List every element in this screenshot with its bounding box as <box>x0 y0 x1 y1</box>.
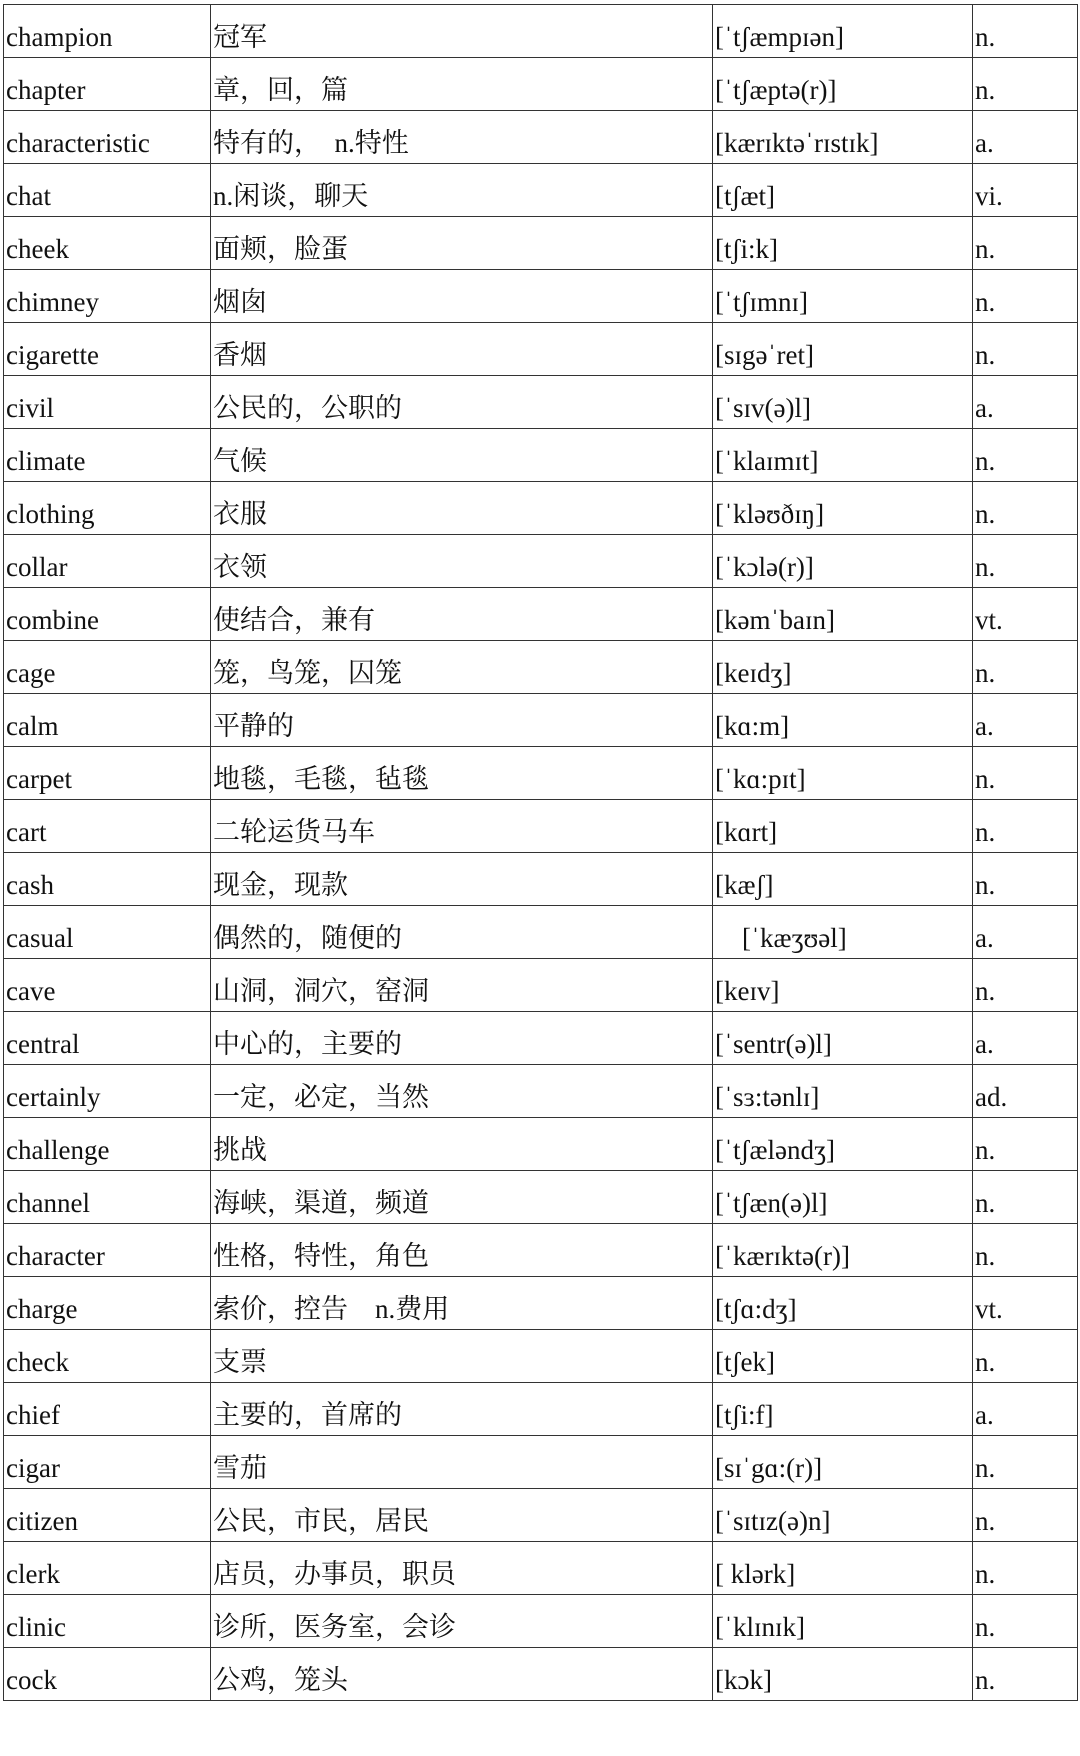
meaning-cell: 使结合，兼有 <box>211 588 713 641</box>
part-of-speech-cell: n. <box>973 1542 1078 1595</box>
phonetic-cell: [tʃæt] <box>713 164 973 217</box>
table-row <box>4 1489 1078 1542</box>
table-row <box>4 1648 1078 1701</box>
table-row <box>4 270 1078 323</box>
word-cell: cheek <box>4 217 211 270</box>
phonetic-cell: [ˈkləʊðɪŋ] <box>713 482 973 535</box>
table-row <box>4 959 1078 1012</box>
meaning-cell: 烟囱 <box>211 270 713 323</box>
vocabulary-table-body <box>4 5 1078 1701</box>
word-cell: champion <box>4 5 211 58</box>
phonetic-cell: [tʃi:f] <box>713 1383 973 1436</box>
meaning-cell: 地毯，毛毯，毡毯 <box>211 747 713 800</box>
word-cell: central <box>4 1012 211 1065</box>
part-of-speech-cell: vt. <box>973 588 1078 641</box>
word-cell: cock <box>4 1648 211 1701</box>
word-cell: characteristic <box>4 111 211 164</box>
table-row <box>4 111 1078 164</box>
word-cell: chapter <box>4 58 211 111</box>
table-row <box>4 1595 1078 1648</box>
part-of-speech-cell: n. <box>973 1330 1078 1383</box>
table-row <box>4 747 1078 800</box>
phonetic-cell: [ˈkɔlə(r)] <box>713 535 973 588</box>
meaning-cell: 现金，现款 <box>211 853 713 906</box>
word-cell: certainly <box>4 1065 211 1118</box>
phonetic-cell: [tʃek] <box>713 1330 973 1383</box>
table-row <box>4 641 1078 694</box>
meaning-cell: 气候 <box>211 429 713 482</box>
meaning-cell: 主要的，首席的 <box>211 1383 713 1436</box>
table-row <box>4 800 1078 853</box>
table-row <box>4 429 1078 482</box>
table-row <box>4 906 1078 959</box>
phonetic-cell: [sɪˈgɑ:(r)] <box>713 1436 973 1489</box>
word-cell: citizen <box>4 1489 211 1542</box>
part-of-speech-cell: a. <box>973 694 1078 747</box>
table-row <box>4 853 1078 906</box>
meaning-cell: 衣服 <box>211 482 713 535</box>
table-row <box>4 1012 1078 1065</box>
table-row <box>4 482 1078 535</box>
meaning-cell: 挑战 <box>211 1118 713 1171</box>
phonetic-cell: [ˈsɪv(ə)l] <box>713 376 973 429</box>
table-row <box>4 1118 1078 1171</box>
part-of-speech-cell: n. <box>973 1489 1078 1542</box>
word-cell: cash <box>4 853 211 906</box>
word-cell: carpet <box>4 747 211 800</box>
phonetic-cell: [sɪgəˈret] <box>713 323 973 376</box>
part-of-speech-cell: n. <box>973 1118 1078 1171</box>
part-of-speech-cell: n. <box>973 482 1078 535</box>
meaning-cell: 面颊，脸蛋 <box>211 217 713 270</box>
phonetic-cell: [ˈsɪtɪz(ə)n] <box>713 1489 973 1542</box>
word-cell: collar <box>4 535 211 588</box>
phonetic-cell: [tʃɑ:dʒ] <box>713 1277 973 1330</box>
meaning-cell: 特有的， n.特性 <box>211 111 713 164</box>
part-of-speech-cell: a. <box>973 1383 1078 1436</box>
phonetic-cell: [ˈkɑ:pɪt] <box>713 747 973 800</box>
table-row <box>4 588 1078 641</box>
word-cell: chimney <box>4 270 211 323</box>
meaning-cell: 笼，鸟笼，囚笼 <box>211 641 713 694</box>
meaning-cell: 偶然的，随便的 <box>211 906 713 959</box>
meaning-cell: 二轮运货马车 <box>211 800 713 853</box>
meaning-cell: 香烟 <box>211 323 713 376</box>
meaning-cell: 冠军 <box>211 5 713 58</box>
part-of-speech-cell: n. <box>973 959 1078 1012</box>
meaning-cell: 店员，办事员，职员 <box>211 1542 713 1595</box>
word-cell: climate <box>4 429 211 482</box>
part-of-speech-cell: n. <box>973 747 1078 800</box>
phonetic-cell: [ˈsɜ:tənlɪ] <box>713 1065 973 1118</box>
phonetic-cell: [ klərk] <box>713 1542 973 1595</box>
meaning-cell: 海峡，渠道，频道 <box>211 1171 713 1224</box>
phonetic-cell: [keɪv] <box>713 959 973 1012</box>
part-of-speech-cell: n. <box>973 58 1078 111</box>
part-of-speech-cell: n. <box>973 800 1078 853</box>
table-row <box>4 694 1078 747</box>
meaning-cell: 诊所，医务室，会诊 <box>211 1595 713 1648</box>
part-of-speech-cell: a. <box>973 906 1078 959</box>
table-row <box>4 1277 1078 1330</box>
word-cell: clothing <box>4 482 211 535</box>
table-row <box>4 1383 1078 1436</box>
meaning-cell: 支票 <box>211 1330 713 1383</box>
word-cell: cigarette <box>4 323 211 376</box>
table-row <box>4 1330 1078 1383</box>
part-of-speech-cell: n. <box>973 323 1078 376</box>
table-row <box>4 217 1078 270</box>
phonetic-cell: [ˈklɪnɪk] <box>713 1595 973 1648</box>
phonetic-cell: [keɪdʒ] <box>713 641 973 694</box>
meaning-cell: 公鸡，笼头 <box>211 1648 713 1701</box>
phonetic-cell: [kɑrt] <box>713 800 973 853</box>
word-cell: check <box>4 1330 211 1383</box>
phonetic-cell: [ˈkærɪktə(r)] <box>713 1224 973 1277</box>
phonetic-cell: [kɑ:m] <box>713 694 973 747</box>
phonetic-cell: [ˈtʃæn(ə)l] <box>713 1171 973 1224</box>
phonetic-cell: [ˈtʃæləndʒ] <box>713 1118 973 1171</box>
phonetic-cell: [ˈtʃɪmnɪ] <box>713 270 973 323</box>
meaning-cell: 公民，市民，居民 <box>211 1489 713 1542</box>
table-row <box>4 1542 1078 1595</box>
table-row <box>4 5 1078 58</box>
meaning-cell: 衣领 <box>211 535 713 588</box>
part-of-speech-cell: n. <box>973 270 1078 323</box>
word-cell: chief <box>4 1383 211 1436</box>
table-row <box>4 164 1078 217</box>
word-cell: chat <box>4 164 211 217</box>
meaning-cell: 平静的 <box>211 694 713 747</box>
part-of-speech-cell: vi. <box>973 164 1078 217</box>
part-of-speech-cell: n. <box>973 217 1078 270</box>
part-of-speech-cell: n. <box>973 1595 1078 1648</box>
meaning-cell: n.闲谈，聊天 <box>211 164 713 217</box>
meaning-cell: 一定，必定，当然 <box>211 1065 713 1118</box>
word-cell: character <box>4 1224 211 1277</box>
word-cell: cage <box>4 641 211 694</box>
table-row <box>4 1065 1078 1118</box>
word-cell: civil <box>4 376 211 429</box>
table-row <box>4 376 1078 429</box>
table-row <box>4 535 1078 588</box>
table-row <box>4 1224 1078 1277</box>
phonetic-cell: [kɔk] <box>713 1648 973 1701</box>
phonetic-cell: [kærɪktəˈrɪstɪk] <box>713 111 973 164</box>
phonetic-cell: [tʃi:k] <box>713 217 973 270</box>
phonetic-cell: [kəmˈbaɪn] <box>713 588 973 641</box>
word-cell: calm <box>4 694 211 747</box>
vocabulary-table <box>3 4 1078 1701</box>
part-of-speech-cell: n. <box>973 1224 1078 1277</box>
phonetic-cell: [ˈtʃæptə(r)] <box>713 58 973 111</box>
part-of-speech-cell: n. <box>973 535 1078 588</box>
part-of-speech-cell: n. <box>973 1171 1078 1224</box>
part-of-speech-cell: vt. <box>973 1277 1078 1330</box>
word-cell: clerk <box>4 1542 211 1595</box>
part-of-speech-cell: n. <box>973 429 1078 482</box>
phonetic-cell: [kæʃ] <box>713 853 973 906</box>
word-cell: cave <box>4 959 211 1012</box>
part-of-speech-cell: a. <box>973 1012 1078 1065</box>
part-of-speech-cell: n. <box>973 853 1078 906</box>
table-row <box>4 1436 1078 1489</box>
table-row <box>4 1171 1078 1224</box>
table-row <box>4 323 1078 376</box>
word-cell: combine <box>4 588 211 641</box>
meaning-cell: 索价，控告 n.费用 <box>211 1277 713 1330</box>
part-of-speech-cell: a. <box>973 376 1078 429</box>
meaning-cell: 章，回，篇 <box>211 58 713 111</box>
part-of-speech-cell: n. <box>973 1648 1078 1701</box>
phonetic-cell: [ˈtʃæmpɪən] <box>713 5 973 58</box>
part-of-speech-cell: a. <box>973 111 1078 164</box>
word-cell: casual <box>4 906 211 959</box>
part-of-speech-cell: ad. <box>973 1065 1078 1118</box>
table-row <box>4 58 1078 111</box>
phonetic-cell: [ˈsentr(ə)l] <box>713 1012 973 1065</box>
meaning-cell: 雪茄 <box>211 1436 713 1489</box>
meaning-cell: 山洞，洞穴，窑洞 <box>211 959 713 1012</box>
part-of-speech-cell: n. <box>973 5 1078 58</box>
word-cell: cigar <box>4 1436 211 1489</box>
word-cell: channel <box>4 1171 211 1224</box>
word-cell: cart <box>4 800 211 853</box>
word-cell: charge <box>4 1277 211 1330</box>
word-cell: challenge <box>4 1118 211 1171</box>
meaning-cell: 性格，特性，角色 <box>211 1224 713 1277</box>
word-cell: clinic <box>4 1595 211 1648</box>
part-of-speech-cell: n. <box>973 1436 1078 1489</box>
part-of-speech-cell: n. <box>973 641 1078 694</box>
meaning-cell: 公民的，公职的 <box>211 376 713 429</box>
phonetic-cell: [ˈkæʒʊəl] <box>713 906 973 959</box>
meaning-cell: 中心的，主要的 <box>211 1012 713 1065</box>
phonetic-cell: [ˈklaɪmɪt] <box>713 429 973 482</box>
